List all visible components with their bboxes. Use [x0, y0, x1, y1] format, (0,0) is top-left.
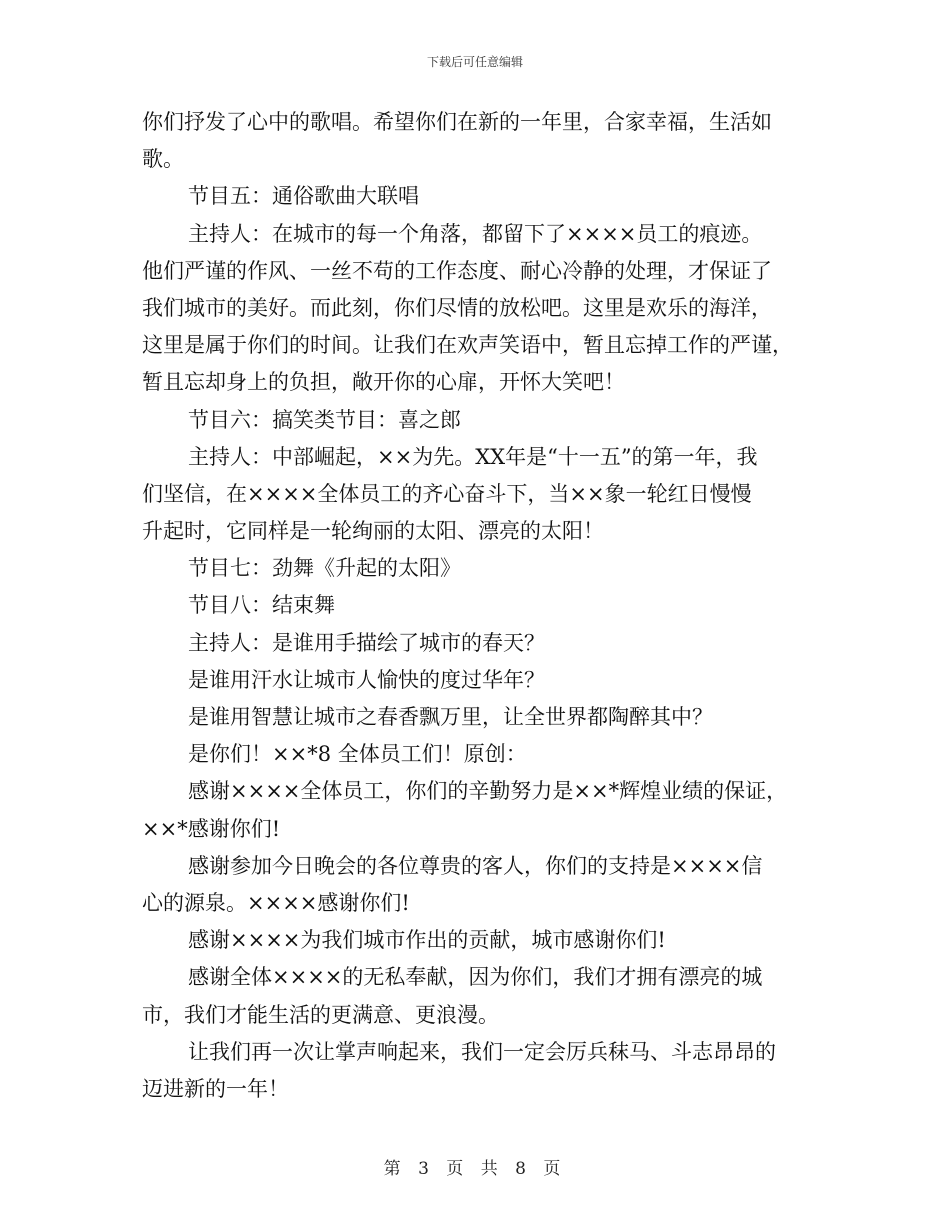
- text-line: 歌。: [142, 147, 184, 172]
- text-line: ××*感谢你们!: [142, 816, 281, 841]
- text-line: 我们城市的美好。而此刻，你们尽情的放松吧。这里是欢乐的海洋，: [142, 295, 772, 320]
- text-line: 们坚信，在××××全体员工的齐心奋斗下，当××象一轮红日慢慢: [142, 481, 752, 506]
- page-header: 下载后可任意编辑: [426, 55, 523, 69]
- text-line: 升起时，它同样是一轮绚丽的太阳、漂亮的太阳！: [142, 519, 604, 544]
- program-title: 节目五：通俗歌曲大联唱: [188, 184, 419, 209]
- page-number-footer: 第 3 页 共 8 页: [383, 1159, 567, 1179]
- text-line: 主持人：在城市的每一个角落，都留下了××××员工的痕迹。: [188, 221, 763, 246]
- text-line: 市，我们才能生活的更满意、更浪漫。: [142, 1002, 499, 1027]
- program-title: 节目八：结束舞: [188, 593, 335, 618]
- text-line: 是谁用智慧让城市之春香飘万里，让全世界都陶醉其中？: [188, 705, 713, 729]
- text-line: 是谁用汗水让城市人愉快的度过华年？: [188, 667, 545, 692]
- text-line: 主持人：中部崛起，××为先。XX年是“十一五”的第一年，我: [188, 444, 758, 469]
- text-line: 是你们！××*8 全体员工们！原创：: [188, 742, 527, 767]
- text-line: 他们严谨的作风、一丝不苟的工作态度、耐心冷静的处理，才保证了: [142, 258, 772, 283]
- text-line: 感谢××××全体员工，你们的辛勤努力是××*辉煌业绩的保证，: [188, 779, 788, 804]
- text-line: 迈进新的一年！: [142, 1076, 289, 1101]
- text-line: 你们抒发了心中的歌唱。希望你们在新的一年里，合家幸福，生活如: [142, 110, 772, 134]
- text-line: 让我们再一次让掌声响起来，我们一定会厉兵秣马、斗志昂昂的: [188, 1039, 776, 1064]
- text-line: 感谢××××为我们城市作出的贡献，城市感谢你们!: [188, 928, 666, 953]
- text-line: 暂且忘却身上的负担，敞开你的心扉，开怀大笑吧！: [142, 370, 625, 395]
- text-line: 这里是属于你们的时间。让我们在欢声笑语中，暂且忘掉工作的严谨，: [142, 333, 793, 358]
- text-line: 主持人：是谁用手描绘了城市的春天？: [188, 630, 545, 655]
- text-line: 感谢参加今日晚会的各位尊贵的客人，你们的支持是××××信: [188, 853, 763, 878]
- text-line: 感谢全体××××的无私奉献，因为你们，我们才拥有漂亮的城: [188, 965, 763, 990]
- program-title: 节目六：搞笑类节目：喜之郎: [188, 407, 461, 432]
- document-body: [142, 104, 822, 1108]
- text-line: 心的源泉。××××感谢你们!: [142, 890, 410, 915]
- program-title: 节目七：劲舞《升起的太阳》: [188, 556, 461, 581]
